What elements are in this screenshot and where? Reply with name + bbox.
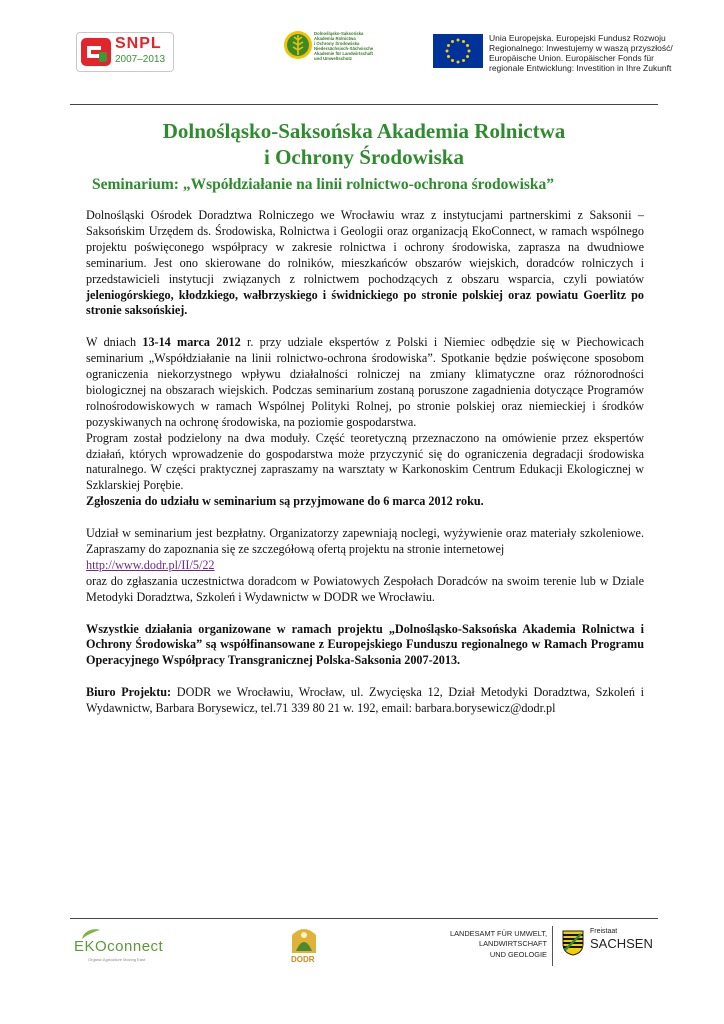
paragraph-program: Program został podzielony na dwa moduły. Część teoretyczną przeznaczono na omówienie przez ekspertów działań, których wprowadzenie do gospodarstwa może przyczynić się do ograniczenia degradacji środowiska naturalnego. W części praktycznej zapraszamy na warsztaty w Karkonoskim Centrum Edukacji Ekologicznej w Szklarskiej Porębie. [86, 430, 644, 493]
document-body [86, 208, 644, 717]
lfulg-logo-text [445, 929, 547, 960]
saxony-small: Freistaat [590, 928, 618, 935]
header-divider [70, 104, 658, 105]
page-subtitle: Seminarium: „Współdziałanie na linii rolnictwo-ochrona środowiska” [92, 176, 555, 193]
ekoconnect-wordmark: EKOconnect [74, 938, 164, 955]
eu-star [457, 39, 460, 42]
project-link[interactable]: http://www.dodr.pl/II/5/22 [86, 557, 215, 572]
office-label: Biuro Projektu: [86, 685, 172, 700]
snpl-years: 2007–2013 [115, 54, 166, 65]
paragraph-intro [86, 208, 644, 319]
eu-star [447, 55, 450, 58]
dodr-emblem-icon [289, 925, 319, 955]
eu-line: Europäische Union. Europäischer Fonds für [489, 53, 654, 63]
eu-star [466, 44, 469, 47]
academy-line: und Umweltschutz [314, 56, 352, 62]
title-line-1: Dolnośląsko-Saksońska Akademia Rolnictwa [162, 119, 566, 143]
eu-flag-icon [433, 34, 483, 68]
eu-star [446, 50, 449, 53]
footer-divider [70, 918, 658, 919]
eu-funding-text [489, 33, 689, 73]
ekoconnect-logo [74, 926, 164, 966]
academy-line: Akademie für Landwirtschaft [314, 51, 373, 57]
lfulg-line: UND GEOLOGIE [489, 949, 547, 959]
participation-after: oraz do zgłaszania uczestnictwa doradcom w Powiatowych Zespołach Doradców na swoim terenie lub w Dziale Metodyki Doradztwa, Szkoleń i Wydawnictw w DODR we Wrocławiu. [86, 573, 644, 604]
academy-line: Dolnośląsko-Saksońska [314, 31, 364, 36]
intro-counties: jeleniogórskiego, kłodzkiego, wałbrzyskiego i świdnickiego po stronie polskiej oraz powiatu Goerlitz po stronie saksońskiej. [86, 287, 644, 318]
lfulg-line: LANDWIRTSCHAFT [478, 939, 547, 949]
eu-line: Regionalnego: Inwestujemy w waszą przyszłość/ [489, 43, 673, 53]
paragraph-dates [86, 335, 644, 430]
academy-line: i Ochrony Środowiska [314, 41, 360, 47]
saxony-logo-text [590, 928, 660, 951]
eu-star [468, 50, 471, 53]
page-title [76, 118, 652, 170]
snpl-logo [76, 32, 174, 72]
snpl-emblem-icon [81, 38, 111, 66]
paragraph-funding [86, 622, 644, 670]
academy-logo-text [314, 31, 402, 62]
wheat-emblem-icon [283, 30, 313, 60]
eu-star [462, 59, 465, 62]
dodr-logo [289, 925, 323, 967]
eu-star [451, 59, 454, 62]
registration-deadline [86, 494, 644, 510]
eu-line: Unia Europejska. Europejski Fundusz Rozwoju [489, 33, 666, 43]
saxony-big: SACHSEN [590, 936, 653, 951]
eu-star [457, 61, 460, 64]
saxony-crest-icon [562, 930, 584, 961]
registration-deadline-text: Zgłoszenia do udziału w seminarium są przyjmowane do 6 marca 2012 roku. [86, 494, 484, 509]
paragraph-office [86, 685, 644, 717]
eu-line: regionale Entwicklung: Investition in Ihre Zukunft [489, 63, 672, 73]
academy-logo [283, 30, 403, 72]
eu-star [462, 40, 465, 43]
funding-text: Wszystkie działania organizowane w ramach projektu „Dolnośląsko-Saksońska Akademia Rolnictwa i Ochrony Środowiska” są współfinansowane z Europejskiego Funduszu regionalnego w Ramach Programu Operacyjnego Współpracy Transgranicznej Polska-Saksonia 2007-2013. [86, 621, 644, 668]
paragraph-participation [86, 526, 644, 606]
title-line-2: i Ochrony Środowiska [264, 145, 464, 169]
participation-text: Udział w seminarium jest bezpłatny. Organizatorzy zapewniają noclegi, wyżywienie oraz materiały szkoleniowe. Zapraszamy do zapoznania się ze szczegółową ofertą projektu na stronie internetowej [86, 526, 644, 556]
eu-star [451, 40, 454, 43]
dates-pre: W dniach [86, 335, 143, 350]
snpl-name: SNPL [115, 35, 162, 52]
academy-line: Niedersächsisch-Sächsische [314, 46, 374, 52]
intro-text: Dolnośląski Ośrodek Doradztwa Rolniczego we Wrocławiu wraz z instytucjami partnerskimi z Saksonii – Saksońskim Urzędem ds. Środowiska, Rolnictwa i Geologii oraz organizacją EkoConnect, w ramach wspólnego projektu poświęconego współpracy w zakresie rolnictwa i ochrony środowiska, zaprasza na dwudniowe seminarium. Jest ono skierowane do rolników, mieszkańców obszarów wiejskich, doradców rolniczych i przedstawicieli instytucji związanych z rolnictwem pochodzących z obszaru wsparcia, czyli powiatów [86, 208, 644, 286]
office-text: DODR we Wrocławiu, Wrocław, ul. Zwycięska 12, Dział Metodyki Doradztwa, Szkoleń i Wydawnictw, Barbara Borysewicz, tel.71 339 80 21 w. 192, email: barbara.borysewicz@dodr.pl [86, 685, 644, 716]
dodr-label: DODR [291, 955, 315, 964]
ekoconnect-tagline: Organic Agriculture Moving East [88, 957, 146, 962]
dates-text: r. przy udziale ekspertów z Polski i Niemiec odbędzie się w Piechowicach seminarium „Współdziałanie na linii rolnictwo-ochrona środowiska”. Spotkanie będzie poświęcone sposobom ograniczenia niekorzystnego wpływu działalności rolniczej na zmiany klimatyczne oraz różnorodności biologicznej na obszarach wiejskich. Podczas seminarium zostaną poruszone zagadnienia dotyczące Programów rolnośrodowiskowych w ramach Wspólnej Polityki Rolnej, po stronie polskiej oraz niemieckiej i środków pozyskiwanych na ochronę środowiska, na poziomie gospodarstwa. [86, 335, 645, 429]
lfulg-line: LANDESAMT FÜR UMWELT, [449, 929, 547, 938]
eu-star [466, 55, 469, 58]
eu-star [447, 44, 450, 47]
academy-line: Akademia Rolnictwa [314, 36, 356, 42]
seminar-dates: 13-14 marca 2012 [142, 335, 241, 350]
footer-logo-divider [552, 926, 553, 966]
